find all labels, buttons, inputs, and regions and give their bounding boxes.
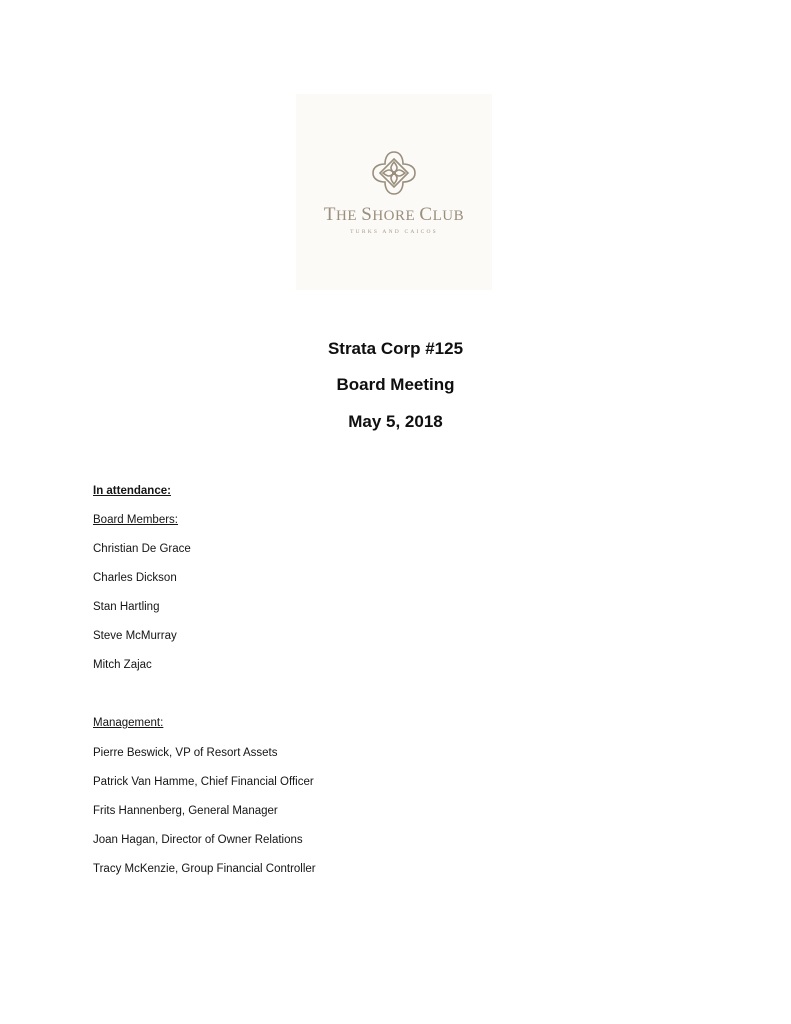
board-members-heading: Board Members: — [93, 514, 179, 526]
logo-tagline: TURKS AND CAICOS — [350, 229, 438, 235]
meeting-date: May 5, 2018 — [348, 412, 443, 431]
ornamental-medallion-icon — [370, 149, 418, 197]
board-member: Mitch Zajac — [93, 659, 152, 671]
board-member: Christian De Grace — [93, 543, 191, 555]
board-member: Steve McMurray — [93, 630, 177, 642]
logo-wordmark: THE SHORE CLUB — [323, 204, 465, 225]
management-member: Tracy McKenzie, Group Financial Controller — [93, 863, 316, 875]
management-member: Frits Hannenberg, General Manager — [93, 805, 278, 817]
attendance-heading: In attendance: — [93, 485, 171, 497]
management-member: Pierre Beswick, VP of Resort Assets — [93, 747, 278, 759]
document-subtitle: Board Meeting — [336, 375, 455, 394]
board-member: Stan Hartling — [93, 601, 160, 613]
document-title: Strata Corp #125 — [327, 339, 464, 358]
management-member: Joan Hagan, Director of Owner Relations — [93, 834, 303, 846]
management-heading: Management: — [93, 717, 164, 729]
board-member: Charles Dickson — [93, 572, 177, 584]
shore-club-logo — [296, 94, 492, 290]
management-member: Patrick Van Hamme, Chief Financial Officer — [93, 776, 314, 788]
